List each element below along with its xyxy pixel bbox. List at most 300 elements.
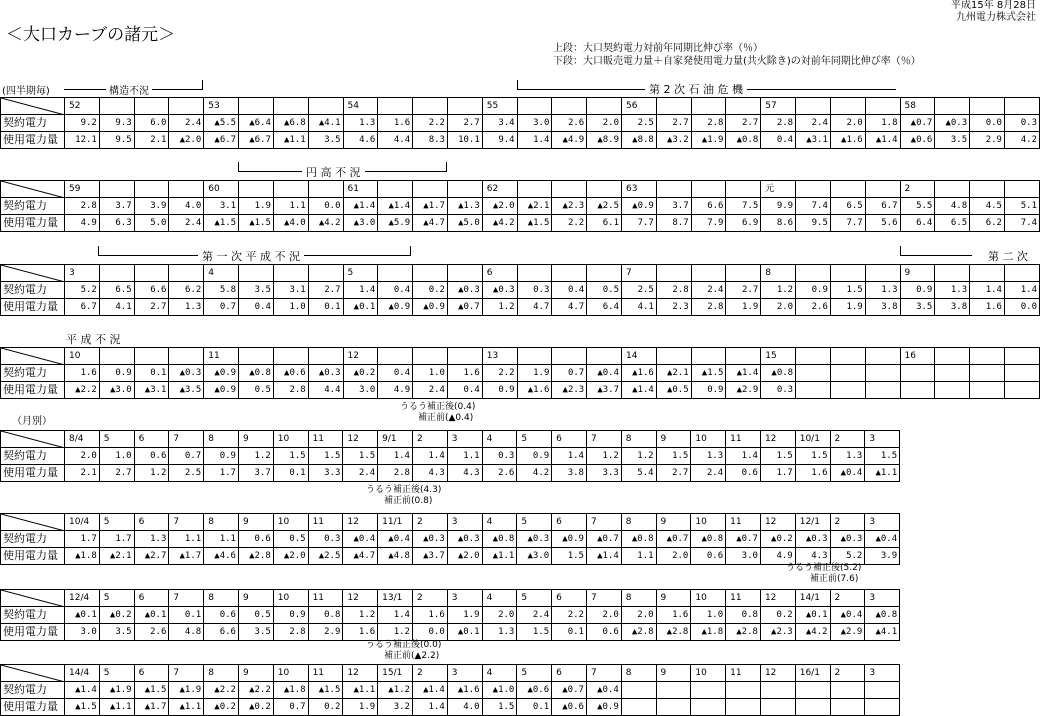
row-label-usage: 使用電力量 [1,215,65,232]
period-header: 16 [900,348,935,365]
usage-value: 4.9 [65,215,100,232]
usage-value: ▲3.0 [343,215,378,232]
contract-value: 2.5 [622,115,657,132]
period-header [99,348,134,365]
period-header: 10 [273,590,308,607]
usage-value: ▲1.5 [204,215,239,232]
period-header [935,181,970,198]
usage-value: 5.4 [621,465,656,482]
usage-value: 1.9 [726,299,761,316]
contract-value: ▲0.3 [169,365,204,382]
period-header [726,98,761,115]
contract-value: 2.4 [691,282,726,299]
date-company-block [951,0,1036,24]
contract-value: ▲0.3 [935,115,970,132]
period-header: 6 [482,265,517,282]
period-header [378,348,413,365]
contract-value: 6.0 [134,115,169,132]
leap-correction-note: うるう補正後(0.0) [366,640,442,650]
period-header: 6 [552,665,587,682]
period-header [273,265,308,282]
usage-value: ▲0.9 [204,382,239,399]
usage-value: ▲1.8 [691,624,726,641]
period-header: 10 [691,665,726,682]
period-header: 3 [865,514,900,531]
period-header [935,98,970,115]
period-header [865,348,900,365]
period-header: 11 [308,665,343,682]
contract-value [900,365,935,382]
period-header [970,98,1005,115]
period-header: 61 [343,181,378,198]
usage-value: ▲2.8 [621,624,656,641]
period-label-heisei-b: 平 成 不 況 [66,333,121,346]
contract-value: 2.4 [796,115,831,132]
usage-value: ▲1.1 [169,699,204,716]
period-header: 12/1 [795,514,830,531]
usage-value: 4.7 [552,299,587,316]
usage-value: 2.6 [134,624,169,641]
usage-value: ▲1.4 [622,382,657,399]
usage-value: 2.8 [378,465,413,482]
usage-value: 2.6 [796,299,831,316]
period-header: 12 [343,348,378,365]
monthly-table [0,513,900,565]
contract-value: ▲1.3 [447,198,482,215]
period-header: 56 [622,98,657,115]
period-header: 2 [412,514,447,531]
usage-value: 0.2 [308,699,343,716]
contract-value: ▲2.2 [238,682,273,699]
usage-value: ▲1.5 [65,699,100,716]
company-name: 九州電力株式会社 [956,12,1036,23]
contract-value: 4.5 [970,198,1005,215]
period-header: 8 [621,514,656,531]
period-header: 15/1 [378,665,413,682]
usage-value: 6.9 [726,215,761,232]
contract-value: ▲0.2 [760,531,795,548]
usage-value: ▲2.8 [656,624,691,641]
period-header [308,98,343,115]
contract-value: ▲0.8 [691,531,726,548]
row-label-contract: 契約電力 [1,607,65,624]
row-label-usage: 使用電力量 [1,299,65,316]
period-arrow [900,255,972,256]
usage-value: ▲1.9 [691,132,726,149]
contract-value: 1.4 [412,448,447,465]
period-header [970,348,1005,365]
usage-value: 2.0 [656,548,691,565]
usage-value [830,382,865,399]
period-header: 2 [830,665,865,682]
period-header: 8 [621,590,656,607]
contract-value: 2.2 [552,607,587,624]
contract-value: 2.4 [169,115,204,132]
contract-value: 6.2 [169,282,204,299]
usage-value [900,382,935,399]
usage-value: 4.9 [378,382,413,399]
monthly-table [0,589,900,641]
period-header: 9 [238,665,273,682]
usage-value: 7.7 [830,215,865,232]
contract-value: ▲0.9 [622,198,657,215]
contract-value: 1.3 [865,282,900,299]
period-header [413,348,448,365]
contract-value: 0.5 [587,282,622,299]
period-header [691,98,726,115]
usage-value: 3.8 [552,465,587,482]
usage-value [970,382,1005,399]
usage-value: ▲2.2 [65,382,100,399]
period-header: 10/1 [795,431,830,448]
contract-value: 3.1 [204,198,239,215]
period-header [239,181,274,198]
row-label-usage: 使用電力量 [1,699,65,716]
period-header: 5 [99,431,134,448]
contract-value: 0.9 [517,448,552,465]
usage-value: ▲8.8 [622,132,657,149]
usage-value: ▲1.5 [239,215,274,232]
contract-value: ▲0.7 [586,531,621,548]
row-label-contract: 契約電力 [1,365,65,382]
contract-value: ▲1.7 [413,198,448,215]
leap-correction-note: 補正前(7.6) [810,574,859,584]
period-header: 4 [482,590,517,607]
usage-value: ▲4.0 [273,215,308,232]
contract-value: ▲1.5 [134,682,169,699]
period-header: 4 [482,431,517,448]
diagonal-line [1,590,65,607]
contract-value: 0.6 [134,448,169,465]
contract-value: ▲2.1 [517,198,552,215]
contract-value: ▲0.1 [795,607,830,624]
contract-value: 2.8 [656,282,691,299]
contract-value [621,682,656,699]
usage-value: ▲4.6 [204,548,239,565]
period-header [796,348,831,365]
usage-value: 3.0 [343,382,378,399]
usage-value: 3.8 [865,299,900,316]
period-header: 12/4 [65,590,100,607]
period-header [273,348,308,365]
usage-value: 8.3 [413,132,448,149]
contract-value: ▲1.0 [482,682,517,699]
contract-value [1004,365,1039,382]
contract-value: 1.6 [656,607,691,624]
usage-value: ▲2.7 [134,548,169,565]
contract-value: 1.2 [761,282,796,299]
period-header: 11 [726,665,761,682]
contract-value: 0.9 [204,448,239,465]
contract-value: ▲2.3 [552,198,587,215]
period-header [552,98,587,115]
contract-value [865,365,900,382]
row-label-contract: 契約電力 [1,682,65,699]
usage-value: 6.7 [65,299,100,316]
usage-value: 1.2 [482,299,517,316]
usage-value: 0.3 [761,382,796,399]
period-header: 2 [412,431,447,448]
contract-value: ▲0.4 [343,531,378,548]
contract-value: 5.8 [204,282,239,299]
period-label-heisei1: 第 一 次 平 成 不 況 [198,248,304,264]
usage-value: 1.6 [795,465,830,482]
usage-value: 0.9 [691,382,726,399]
period-header: 7 [169,514,204,531]
period-header: 11 [308,590,343,607]
contract-value: 1.4 [343,282,378,299]
period-header [587,348,622,365]
period-header: 13 [482,348,517,365]
usage-value: 1.0 [273,299,308,316]
contract-value: ▲1.4 [726,365,761,382]
usage-value: ▲4.8 [378,548,413,565]
usage-value: 6.3 [99,215,134,232]
usage-value: ▲0.5 [656,382,691,399]
period-header: 14/1 [795,590,830,607]
usage-value [865,382,900,399]
contract-value: 1.7 [99,531,134,548]
contract-value: 1.4 [1004,282,1039,299]
period-header [378,181,413,198]
usage-value: 1.2 [378,624,413,641]
period-header [134,348,169,365]
usage-value [795,699,830,716]
contract-value: ▲0.9 [204,365,239,382]
contract-value: 2.2 [413,115,448,132]
period-header: 60 [204,181,239,198]
leap-correction-note: 補正前(▲0.4) [418,413,474,423]
contract-value: ▲0.3 [308,365,343,382]
contract-value: ▲0.4 [378,531,413,548]
period-header: 3 [65,265,100,282]
period-header: 2 [830,431,865,448]
contract-value: ▲2.0 [482,198,517,215]
usage-value: 2.9 [970,132,1005,149]
usage-value: ▲0.9 [413,299,448,316]
period-header: 57 [761,98,796,115]
period-header: 8 [204,665,239,682]
usage-value: ▲2.9 [830,624,865,641]
contract-value: 0.8 [726,607,761,624]
period-header: 10 [273,431,308,448]
contract-value: 0.9 [273,607,308,624]
row-label-contract: 契約電力 [1,198,65,215]
usage-value: 3.5 [935,132,970,149]
period-header [830,265,865,282]
period-tick [446,162,447,172]
row-label-usage: 使用電力量 [1,624,65,641]
contract-value: 1.5 [795,448,830,465]
usage-value: ▲1.6 [517,382,552,399]
quarterly-section-label: (四半期毎) [2,86,50,97]
period-header: 6 [134,431,169,448]
contract-value [691,682,726,699]
usage-value [796,382,831,399]
period-header: 10 [65,348,100,365]
contract-value: 5.1 [1004,198,1039,215]
usage-value: ▲3.7 [412,548,447,565]
diagonal-line [1,181,65,198]
usage-value: ▲2.0 [273,548,308,565]
contract-value: ▲0.2 [99,607,134,624]
row-label-contract: 契約電力 [1,448,65,465]
usage-value: 4.7 [517,299,552,316]
row-label-contract: 契約電力 [1,282,65,299]
period-header: 8 [204,590,239,607]
period-header: 10 [273,665,308,682]
contract-value: ▲1.4 [343,198,378,215]
period-header: 16/1 [795,665,830,682]
contract-value: 3.1 [273,282,308,299]
usage-value: 3.0 [726,548,761,565]
contract-value: ▲0.3 [447,531,482,548]
usage-value: ▲1.6 [830,132,865,149]
usage-value: ▲5.9 [378,215,413,232]
period-header [865,98,900,115]
contract-value: 2.7 [726,282,761,299]
period-header [378,98,413,115]
period-header: 12 [760,431,795,448]
row-label-contract: 契約電力 [1,115,65,132]
contract-value: 0.5 [273,531,308,548]
document-date: 平成15年 8月28日 [951,0,1036,11]
period-header [447,181,482,198]
contract-value: 6.7 [865,198,900,215]
period-header [169,265,204,282]
usage-value: 1.4 [412,699,447,716]
contract-value: 3.7 [99,198,134,215]
usage-value: ▲4.1 [865,624,900,641]
contract-value: 1.1 [169,531,204,548]
period-header: 12 [343,431,378,448]
period-header: 11 [726,431,761,448]
contract-value: 0.1 [134,365,169,382]
contract-value: 2.6 [552,115,587,132]
usage-value: 4.3 [447,465,482,482]
period-header: 2 [830,514,865,531]
contract-value: 1.1 [204,531,239,548]
usage-value: 1.6 [970,299,1005,316]
usage-value: 0.1 [517,699,552,716]
contract-value: ▲0.7 [552,682,587,699]
note-lower: 下段：大口販売電力量＋自家発使用電力量(共火除き)の対前年同期比伸び率（％） [553,56,921,67]
period-header: 3 [447,431,482,448]
period-header: 11 [204,348,239,365]
usage-value: 2.5 [169,465,204,482]
leap-correction-note: 補正前(0.8) [384,496,433,506]
diagonal-line [1,265,65,282]
contract-value: 6.6 [134,282,169,299]
period-header: 3 [865,590,900,607]
period-header: 2 [830,590,865,607]
period-tick [202,80,203,90]
page-title: ＜大口カーブの諸元＞ [6,25,176,45]
usage-value: ▲0.9 [586,699,621,716]
monthly-table [0,430,900,482]
period-header [691,181,726,198]
contract-value: ▲1.8 [273,682,308,699]
usage-value: 0.0 [412,624,447,641]
usage-value: 1.1 [621,548,656,565]
contract-value: 0.0 [308,198,343,215]
contract-value: 1.2 [621,448,656,465]
contract-value: 1.5 [308,448,343,465]
contract-value: 9.3 [99,115,134,132]
usage-value [1004,382,1039,399]
contract-value: 2.0 [65,448,100,465]
period-header: 2 [412,665,447,682]
usage-value: ▲3.2 [656,132,691,149]
note-upper: 上段：大口契約電力対前年同期比伸び率（％） [553,43,763,54]
contract-value: 0.1 [169,607,204,624]
period-header: 9 [238,514,273,531]
contract-value: ▲1.9 [169,682,204,699]
period-header [169,181,204,198]
usage-value: 9.4 [482,132,517,149]
period-header [308,265,343,282]
period-label-endaka: 円 高 不 況 [302,164,365,180]
period-header: 元 [761,181,796,198]
contract-value: ▲4.1 [308,115,343,132]
contract-value [865,682,900,699]
period-header [726,348,761,365]
contract-value: ▲0.6 [517,682,552,699]
period-header [517,265,552,282]
contract-value: ▲0.3 [795,531,830,548]
contract-value: ▲1.4 [65,682,100,699]
period-header: 11 [308,431,343,448]
period-header [169,98,204,115]
period-header: 3 [865,431,900,448]
usage-value: 0.1 [552,624,587,641]
usage-value: ▲4.7 [413,215,448,232]
usage-value: 3.5 [99,624,134,641]
usage-value: ▲1.1 [482,548,517,565]
period-header [691,348,726,365]
period-tick [517,80,518,90]
period-header [134,181,169,198]
contract-value: 3.4 [482,115,517,132]
period-header [1004,181,1039,198]
period-header: 2 [412,590,447,607]
contract-value: ▲0.3 [830,531,865,548]
period-header: 8/4 [65,431,100,448]
period-header: 5 [517,665,552,682]
period-header: 6 [552,590,587,607]
contract-value: 1.5 [656,448,691,465]
usage-value: 4.1 [99,299,134,316]
period-header [552,181,587,198]
contract-value: 3.7 [656,198,691,215]
usage-value: 5.6 [865,215,900,232]
period-header [726,265,761,282]
period-header [447,265,482,282]
usage-value: 2.4 [169,215,204,232]
period-header [552,348,587,365]
contract-value: ▲0.8 [239,365,274,382]
row-label-contract: 契約電力 [1,531,65,548]
contract-value: 2.4 [517,607,552,624]
contract-value: 1.3 [691,448,726,465]
contract-value: 0.5 [238,607,273,624]
period-tick [238,162,239,172]
period-header: 3 [447,665,482,682]
contract-value: ▲0.8 [621,531,656,548]
usage-value: 7.7 [622,215,657,232]
usage-value: ▲2.9 [726,382,761,399]
usage-value: 1.3 [169,299,204,316]
